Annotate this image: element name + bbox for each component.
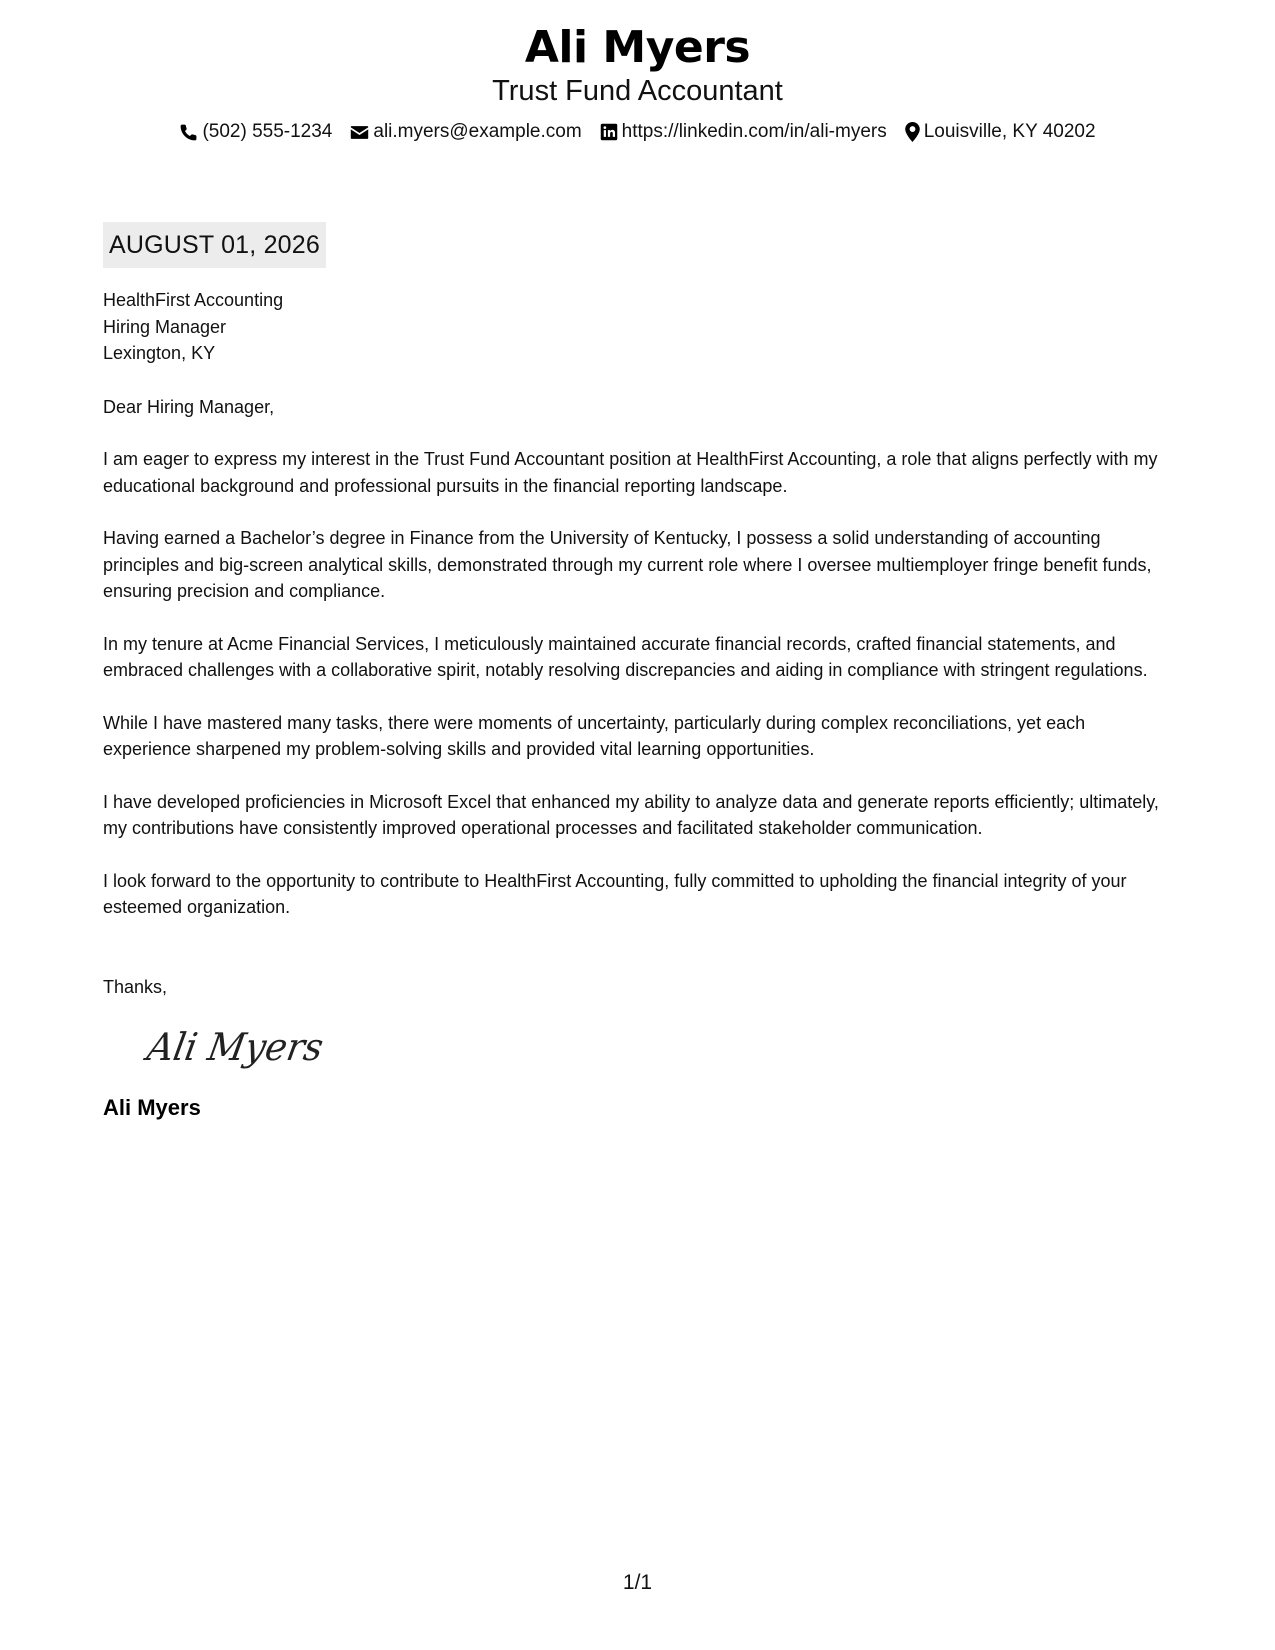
map-pin-icon	[905, 122, 920, 142]
letter-date: AUGUST 01, 2026	[103, 222, 326, 268]
applicant-name: Ali Myers	[524, 22, 751, 73]
paragraph-2: Having earned a Bachelor’s degree in Finance from the University of Kentucky, I possess a solid understanding of accounting principles and big-screen analytical skills, demonstrated through my current role where I oversee multiemployer fringe benefit funds, ensuring precision and compliance.	[103, 528, 1152, 601]
envelope-icon	[350, 124, 369, 141]
paragraph-3: In my tenure at Acme Financial Services, I meticulously maintained accurate financial records, crafted financial statements, and embraced challenges with a collaborative spirit, notably resolving discrepancies and aiding in compliance with stringent regulations.	[103, 633, 1148, 680]
email-link[interactable]: ali.myers@example.com	[373, 121, 582, 142]
linkedin-link[interactable]: https://linkedin.com/in/ali-myers	[621, 121, 887, 142]
paragraph-6: I look forward to the opportunity to contribute to HealthFirst Accounting, fully committed to upholding the financial integrity of your esteemed organization.	[103, 870, 1127, 917]
paragraph-4: While I have mastered many tasks, there were moments of uncertainty, particularly during complex reconciliations, yet each experience sharpened my problem-solving skills and provided vital learning opportunities.	[103, 712, 1086, 759]
page-number: 1/1	[622, 1571, 653, 1594]
recipient-location: Lexington, KY	[103, 343, 216, 363]
contact-email	[350, 120, 581, 144]
recipient-company: HealthFirst Accounting	[103, 290, 284, 310]
phone-text: (502) 555-1234	[202, 121, 333, 142]
recipient-block	[103, 287, 1178, 367]
applicant-title: Trust Fund Accountant	[492, 75, 783, 107]
linkedin-icon	[600, 123, 618, 141]
signature-image	[141, 1018, 331, 1078]
signature-text: Ali Myers	[143, 1025, 331, 1070]
paragraph-1: I am eager to express my interest in the Trust Fund Accountant position at HealthFirst Accounting, a role that aligns perfectly with my educational background and professional pursuits in the financial reporting landscape.	[103, 449, 1158, 496]
phone-icon	[179, 123, 198, 142]
recipient-role: Hiring Manager	[103, 316, 227, 337]
contact-phone	[179, 120, 332, 144]
signer-name: Ali Myers	[103, 1095, 201, 1120]
paragraph-5: I have developed proficiencies in Microsoft Excel that enhanced my ability to analyze data and generate reports efficiently; ultimately, my contributions have consistently improved operational processes and facilitated stakeholder communication.	[103, 791, 1159, 838]
contact-bar	[0, 120, 1275, 144]
location-text: Louisville, KY 40202	[923, 121, 1096, 142]
contact-linkedin	[600, 120, 887, 144]
closing: Thanks,	[103, 976, 168, 997]
letter-body	[103, 287, 1178, 1122]
letter-header	[0, 22, 1275, 144]
salutation: Dear Hiring Manager,	[103, 396, 275, 417]
contact-location	[905, 120, 1096, 144]
